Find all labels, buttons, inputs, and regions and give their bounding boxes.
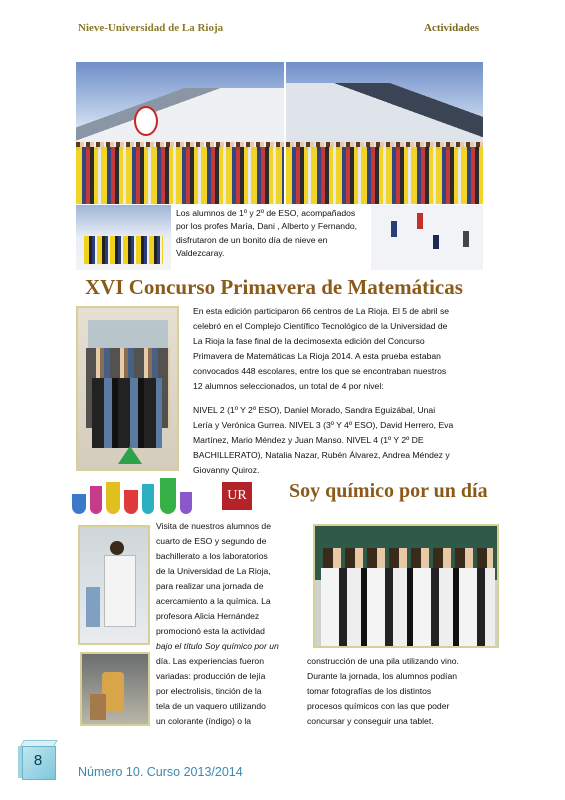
snow-photo-small-left xyxy=(76,205,171,270)
page-number: 8 xyxy=(33,752,43,769)
snowman-icon xyxy=(134,106,158,136)
university-logo: UR xyxy=(222,482,252,510)
page-number-box xyxy=(18,738,54,778)
lab-photo-1 xyxy=(78,525,150,645)
contest-levels: NIVEL 2 (1º Y 2º ESO), Daniel Morado, Sandra Eguizábal, Unai Lería y Verónica Gurrea. NIVEL 3 (3º Y 4º ESO), David Herrero, Eva Martínez, Mario Méndez y Juan Manso. NIVEL 4 (1º Y 2º DE BACHILLERATO), Natalia Nazar, Rubén Álvarez, Andrea Méndez y Giovanny Quiroz. xyxy=(193,405,454,475)
contest-intro: En esta edición participaron 66 centros de La Rioja. El 5 de abril se celebró en el Complejo Científico Tecnológico de la Universidad de La Rioja la fase final de la decimosexta edición del Concurso Primavera de Matemáticas La Rioja 2014. A esta prueba estaban convocados 448 escolares, entre los que se encontraban nuestros 12 alumnos seleccionados, un total de 4 por nivel: xyxy=(193,306,450,391)
snow-caption: Los alumnos de 1º y 2º de ESO, acompañados por los profes María, Dani , Alberto y Fernando, disfrutaron de un bonito día de nieve en Valdezcaray. xyxy=(176,208,358,259)
chem-col1: Visita de nuestros alumnos de cuarto de ESO y segundo de bachillerato a los laboratorios de la Universidad de La Rioja, para realizar una jornada de acercamiento a la química. La profesora Alicia Hernández promocionó esta la actividad bajo el título Soy químico por un día. Las experiencias fueron variadas: producción de lejía por electrolisis, tinción de la tela de un vaquero utilizando un colorante (índigo) o la xyxy=(156,521,279,726)
lab-photo-2 xyxy=(80,652,150,726)
flasks-image xyxy=(72,478,200,514)
header-title: Nieve-Universidad de La Rioja xyxy=(78,22,224,34)
contest-photo xyxy=(76,306,179,471)
chem-col2: construcción de una pila utilizando vino. Durante la jornada, los alumnos podían tomar fotografías de los distintos procesos químicos con las que poder concursar y conseguir una tablet. xyxy=(307,656,459,726)
snow-photo-right xyxy=(286,62,483,204)
snow-photo-small-right xyxy=(371,205,483,270)
lab-group-photo xyxy=(313,524,499,648)
contest-title: XVI Concurso Primavera de Matemáticas xyxy=(85,275,463,299)
issue-label: Número 10. Curso 2013/2014 xyxy=(78,765,243,779)
section-title: Actividades xyxy=(424,22,479,34)
chem-title: Soy químico por un día xyxy=(289,480,488,502)
snow-photo-left xyxy=(76,62,284,204)
